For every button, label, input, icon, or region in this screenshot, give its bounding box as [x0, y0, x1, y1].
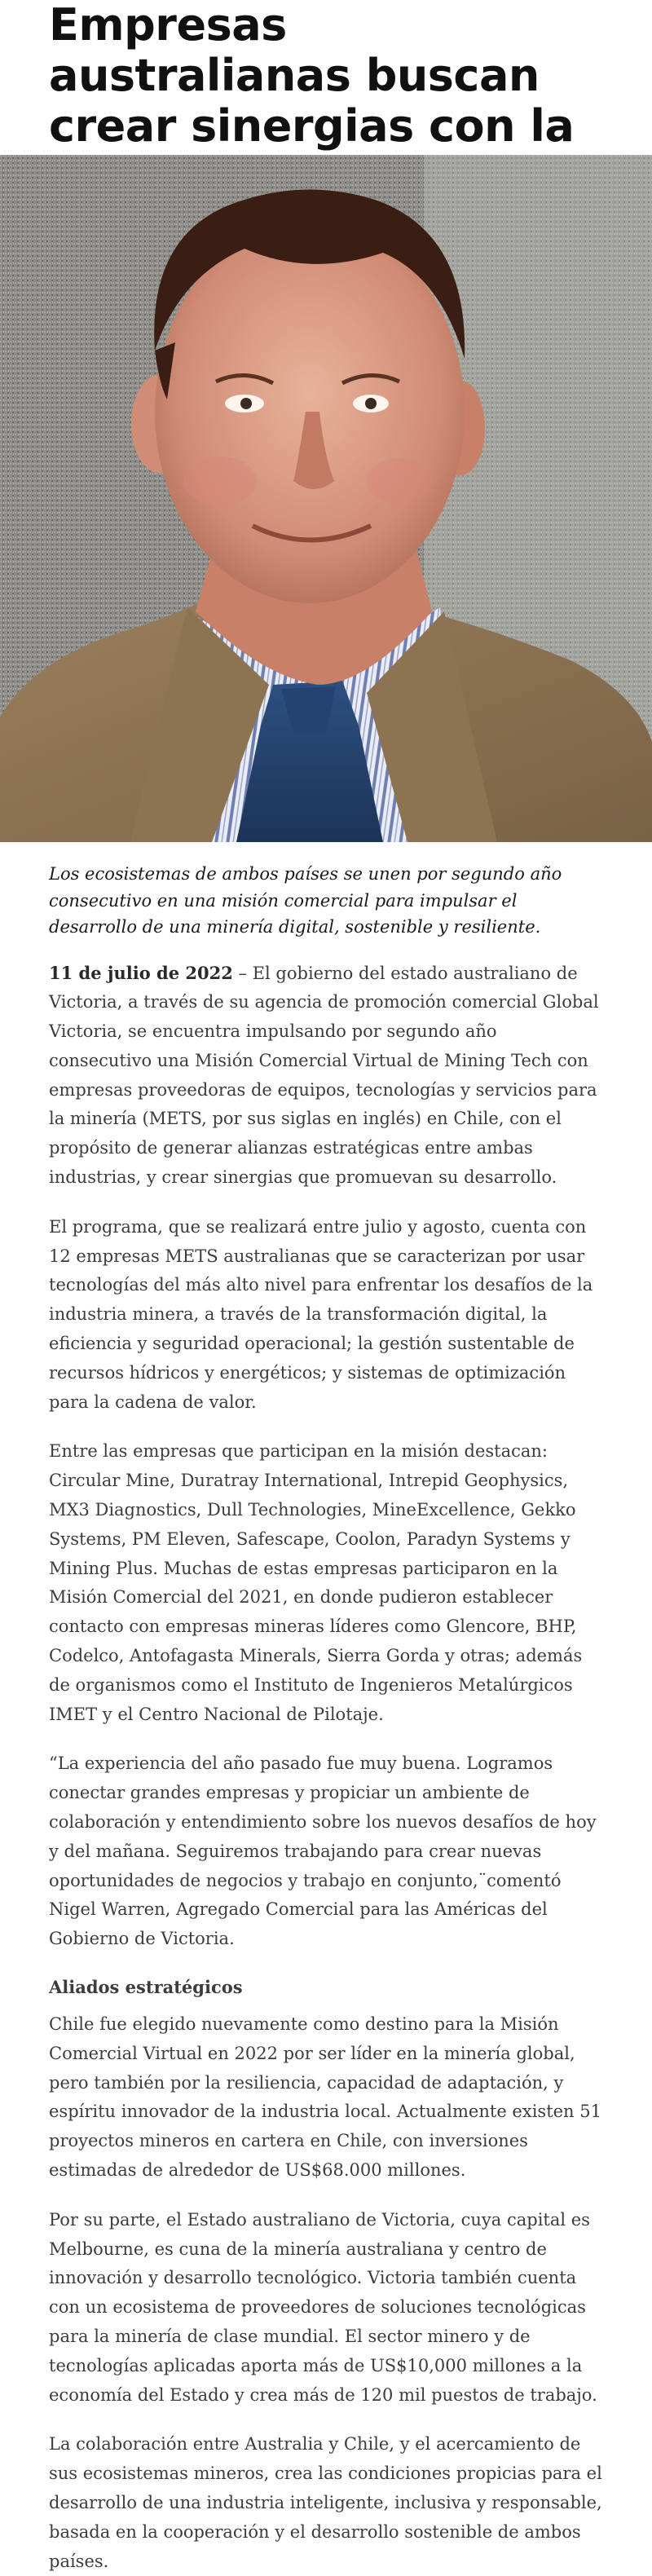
paragraph-7: La colaboración entre Australia y Chile, y el acercamiento de sus ecosistemas mineros, crea las condiciones propicias para el desarrollo de una industria inteligente, inclusiva y responsable, basada en la cooperación y el desarrollo sostenible de ambos países. — [49, 2434, 602, 2571]
paragraph-1 — [49, 959, 603, 1193]
portrait-photo — [0, 155, 652, 842]
article-date: 11 de julio de 2022 — [49, 962, 233, 983]
paragraph-3: Entre las empresas que participan en la misión destacan: Circular Mine, Duratray International, Intrepid Geophysics, MX3 Diagnostics, Dull Technologies, MineExcellence, Gekko Systems, PM Eleven, Safescape, Coolon, Paradyn Systems y Mining Plus. Muchas de estas empresas participaron en la Misión Comercial del 2021, en donde pudieron establecer contacto con empresas mineras líderes como Glencore, BHP, Codelco, Antofagasta Minerals, Sierra Gorda y otras; además de organismos como el Instituto de Ingenieros Metalúrgicos IMET y el Centro Nacional de Pilotaje. — [49, 1441, 583, 1724]
article-lead: Los ecosistemas de ambos países se unen por segundo año consecutivo en una misión comercial para impulsar el desarrollo de una minería digital, sostenible y resiliente. — [49, 864, 562, 937]
article-title: Empresas australianas buscan crear sinergias con la — [49, 0, 575, 152]
paragraph-4: “La experiencia del año pasado fue muy buena. Logramos conectar grandes empresas y propiciar un ambiente de colaboración y entendimiento sobre los nuevos desafíos de hoy y del mañana. Seguiremos trabajando para crear nuevas oportunidades de negocios y trabajo en conjunto,¨comentó Nigel Warren, Agregado Comercial para las Américas del Gobierno de Victoria. — [49, 1753, 597, 1949]
paragraph-2: El programa, que se realizará entre julio y agosto, cuenta con 12 empresas METS australianas que se caracterizan por usar tecnologías del más alto nivel para enfrentar los desafíos de la industria minera, a través de la transformación digital, la eficiencia y seguridad operacional; la gestión sustentable de recursos hídricos y energéticos; y sistemas de optimización para la cadena de valor. — [49, 1216, 593, 1412]
article-body — [0, 861, 652, 2576]
paragraph-1-text: – El gobierno del estado australiano de Victoria, a través de su agencia de promoción comercial Global Victoria, se encuentra impulsando por segundo año consecutivo una Misión Comercial Virtual de Mining Tech con empresas proveedoras de equipos, tecnologías y servicios para la minería (METS, por sus siglas en inglés) en Chile, con el propósito de generar alianzas estratégicas entre ambas industrias, y crear sinergias que promuevan su desarrollo. — [49, 963, 599, 1188]
section-heading: Aliados estratégicos — [49, 1977, 243, 1997]
paragraph-5: Chile fue elegido nuevamente como destino para la Misión Comercial Virtual en 2022 por ser líder en la minería global, pero también por la resiliencia, capacidad de adaptación, y espíritu innovador de la industria local. Actualmente existen 51 proyectos mineros en cartera en Chile, con inversiones estimadas de alrededor de US$68.000 millones. — [49, 2014, 601, 2180]
paragraph-6: Por su parte, el Estado australiano de Victoria, cuya capital es Melbourne, es cuna de la minería australiana y centro de innovación y desarrollo tecnológico. Victoria también cuenta con un ecosistema de proveedores de soluciones tecnológicas para la minería de clase mundial. El sector minero y de tecnologías aplicadas aporta más de US$10,000 millones a la economía del Estado y crea más de 120 mil puestos de trabajo. — [49, 2209, 597, 2405]
